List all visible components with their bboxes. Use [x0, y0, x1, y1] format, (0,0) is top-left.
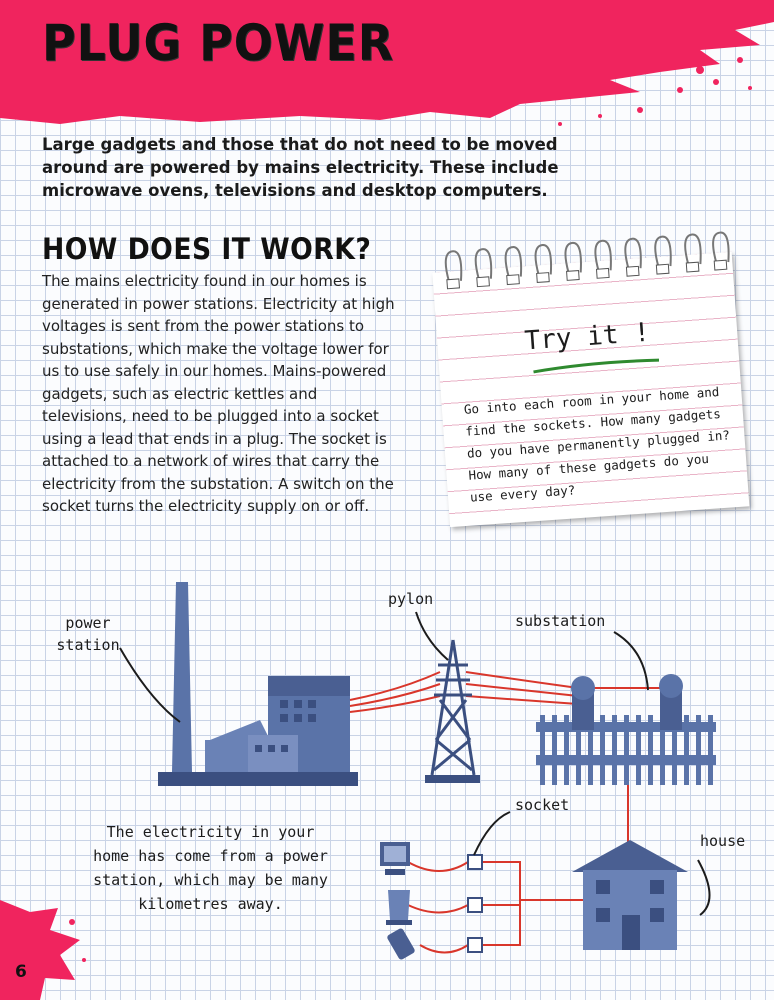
green-underline: [531, 355, 662, 376]
kettle-icon: [386, 890, 412, 925]
socket-icons: [468, 855, 482, 952]
notepad-paper: [432, 252, 749, 527]
pylon-label: pylon: [388, 590, 434, 608]
try-it-title: Try it !: [523, 317, 651, 357]
substation-icon: [536, 674, 716, 785]
pylon-icon: [432, 640, 474, 775]
house-icon: [572, 840, 688, 950]
body-text: The mains electricity found in our homes is generated in power stations. Electricity at high voltages is sent from the power stations to substations, which make the voltage lower for us to use safely in our homes. Mains-powered gadgets, such as electric kettles and televisions, need to be plugged into a socket using a lead that ends in a plug. The socket is attached to a network of wires that carry the electricity from the substation. A switch on the socket turns the electricity supply on or off.: [42, 272, 395, 515]
page-number: 6: [15, 962, 27, 982]
power-station-label: power station: [56, 614, 120, 654]
substation-label: substation: [515, 612, 606, 630]
house-wiring: [408, 862, 583, 953]
pink-paint-splash: [0, 900, 90, 1000]
try-it-notepad: [420, 221, 759, 533]
intro-text: Large gadgets and those that do not need to be moved around are powered by mains electricity. These include microwave ovens, televisions and desktop computers.: [42, 135, 559, 200]
diagram-caption: The electricity in your home has come from a power station, which may be many kilometres away.: [93, 823, 328, 913]
section-heading: HOW DOES IT WORK?: [42, 232, 372, 266]
phone-icon: [386, 927, 416, 960]
computer-icon: [380, 842, 410, 875]
try-it-text: Go into each room in your home and find the sockets. How many gadgets do you have permanently plugged in? How many of these gadgets do you use every day?: [463, 384, 731, 505]
socket-label: socket: [515, 796, 570, 814]
power-station-icon: [158, 582, 358, 786]
power-lines: [350, 672, 660, 712]
page-title: PLUG POWER: [42, 14, 395, 72]
house-label: house: [700, 832, 746, 850]
